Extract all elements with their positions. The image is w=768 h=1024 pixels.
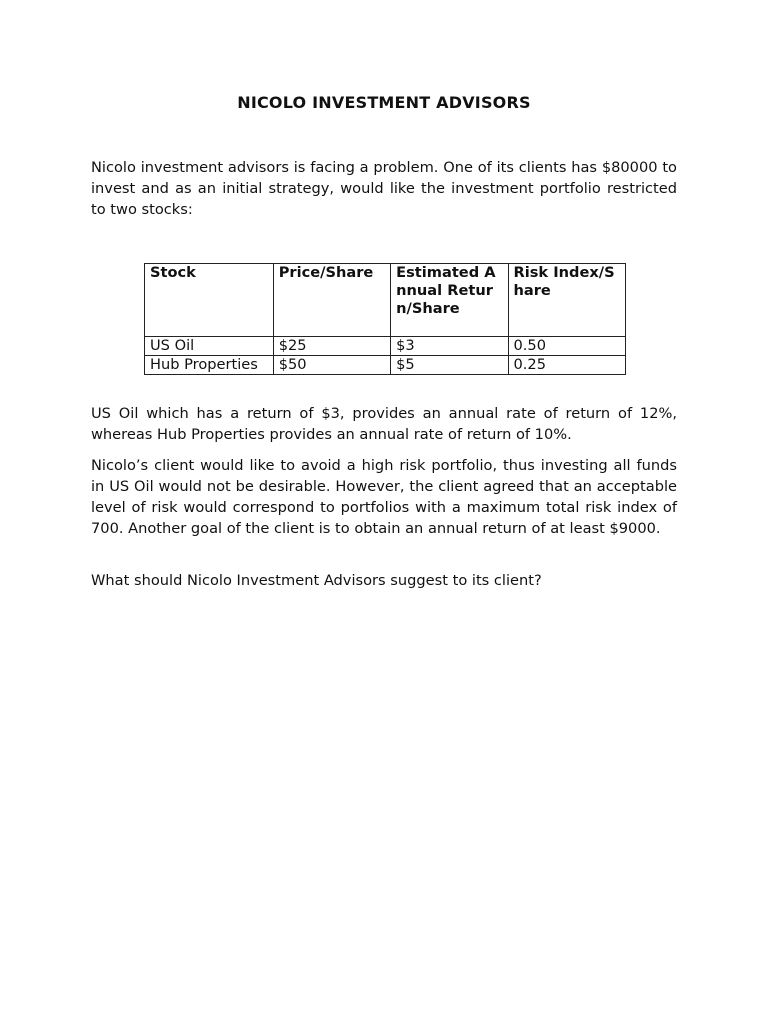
header-risk-index: Risk Index/Share	[508, 264, 626, 337]
table-header-row	[145, 264, 626, 337]
table-row	[145, 356, 626, 375]
cell-price: $50	[273, 356, 390, 375]
document-title: NICOLO INVESTMENT ADVISORS	[237, 93, 531, 112]
cell-return: $5	[391, 356, 508, 375]
cell-stock: US Oil	[145, 337, 274, 356]
header-stock: Stock	[145, 264, 274, 337]
question-paragraph: What should Nicolo Investment Advisors suggest to its client?	[91, 572, 542, 589]
header-price-share: Price/Share	[273, 264, 390, 337]
intro-paragraph: Nicolo investment advisors is facing a problem. One of its clients has $80000 to invest and as an initial strategy, would like the investment portfolio restricted to two stocks:	[91, 159, 677, 218]
cell-risk: 0.50	[508, 337, 626, 356]
table-row	[145, 337, 626, 356]
header-estimated-return: Estimated Annual Return/Share	[391, 264, 508, 337]
cell-price: $25	[273, 337, 390, 356]
return-paragraph: US Oil which has a return of $3, provides an annual rate of return of 12%, whereas Hub Properties provides an annual rate of return of 10%.	[91, 405, 677, 443]
cell-risk: 0.25	[508, 356, 626, 375]
cell-return: $3	[391, 337, 508, 356]
stocks-table	[144, 263, 626, 375]
risk-paragraph: Nicolo’s client would like to avoid a high risk portfolio, thus investing all funds in US Oil would not be desirable. However, the client agreed that an acceptable level of risk would correspond to portfolios with a maximum total risk index of 700. Another goal of the client is to obtain an annual return of at least $9000.	[91, 457, 677, 537]
cell-stock: Hub Properties	[145, 356, 274, 375]
